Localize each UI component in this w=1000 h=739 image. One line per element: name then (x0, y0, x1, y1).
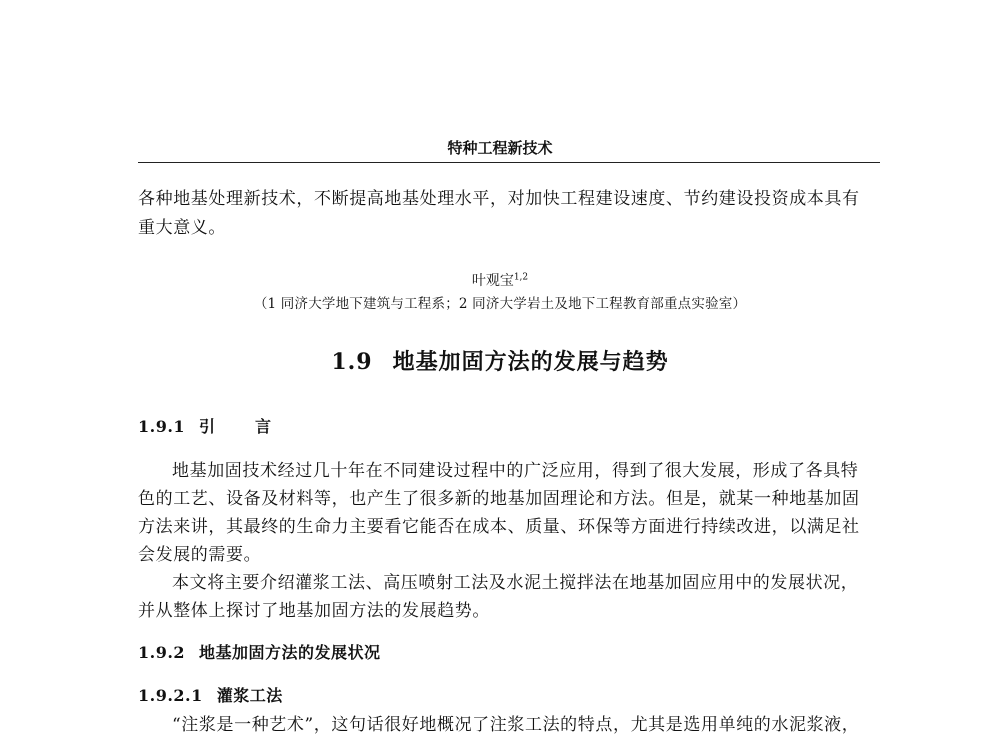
para1-line-3: 方法来讲，其最终的生命力主要看它能否在成本、质量、环保等方面进行持续改进，以满足社 (138, 517, 860, 537)
para3-line-1: “注浆是一种艺术”，这句话很好地概况了注浆工法的特点，尤其是选用单纯的水泥浆液， (172, 715, 860, 735)
subsubsection-number: 1.9.2.1 (138, 686, 203, 705)
header-divider (138, 162, 880, 163)
author-affiliation: （1 同济大学地下建筑与工程系；2 同济大学岩土及地下工程教育部重点实验室） (253, 296, 747, 312)
intro-line-2: 重大意义。 (138, 218, 226, 238)
subsection-1-9-2 (138, 640, 381, 663)
author (0, 270, 1000, 290)
author-name: 叶观宝 (471, 273, 514, 289)
para1-line-1: 地基加固技术经过几十年在不同建设过程中的广泛应用，得到了很大发展，形成了各具特 (172, 461, 859, 481)
subsection-number: 1.9.2 (138, 643, 186, 662)
subsection-title: 引言 (199, 417, 312, 436)
page-header-title: 特种工程新技术 (447, 139, 553, 157)
subsubsection-title: 灌浆工法 (216, 686, 283, 705)
author-affiliation-marks: 1,2 (513, 272, 529, 283)
subsubsection-1-9-2-1 (138, 683, 283, 706)
para2-line-2: 并从整体上探讨了地基加固方法的发展趋势。 (138, 601, 490, 621)
intro-line-1: 各种地基处理新技术，不断提高地基处理水平，对加快工程建设速度、节约建设投资成本具有 (138, 189, 860, 209)
para1-line-4: 会发展的需要。 (138, 545, 262, 565)
para2-line-1: 本文将主要介绍灌浆工法、高压喷射工法及水泥土搅拌法在地基加固应用中的发展状况， (172, 573, 859, 593)
subsection-1-9-1 (138, 414, 311, 437)
section-heading-text: 地基加固方法的发展与趋势 (392, 349, 669, 375)
subsection-title: 地基加固方法的发展状况 (199, 643, 381, 662)
para1-line-2: 色的工艺、设备及材料等，也产生了很多新的地基加固理论和方法。但是，就某一种地基加固 (138, 489, 860, 509)
section-title (0, 345, 1000, 376)
section-number: 1.9 (331, 349, 373, 375)
subsection-number: 1.9.1 (138, 417, 186, 436)
